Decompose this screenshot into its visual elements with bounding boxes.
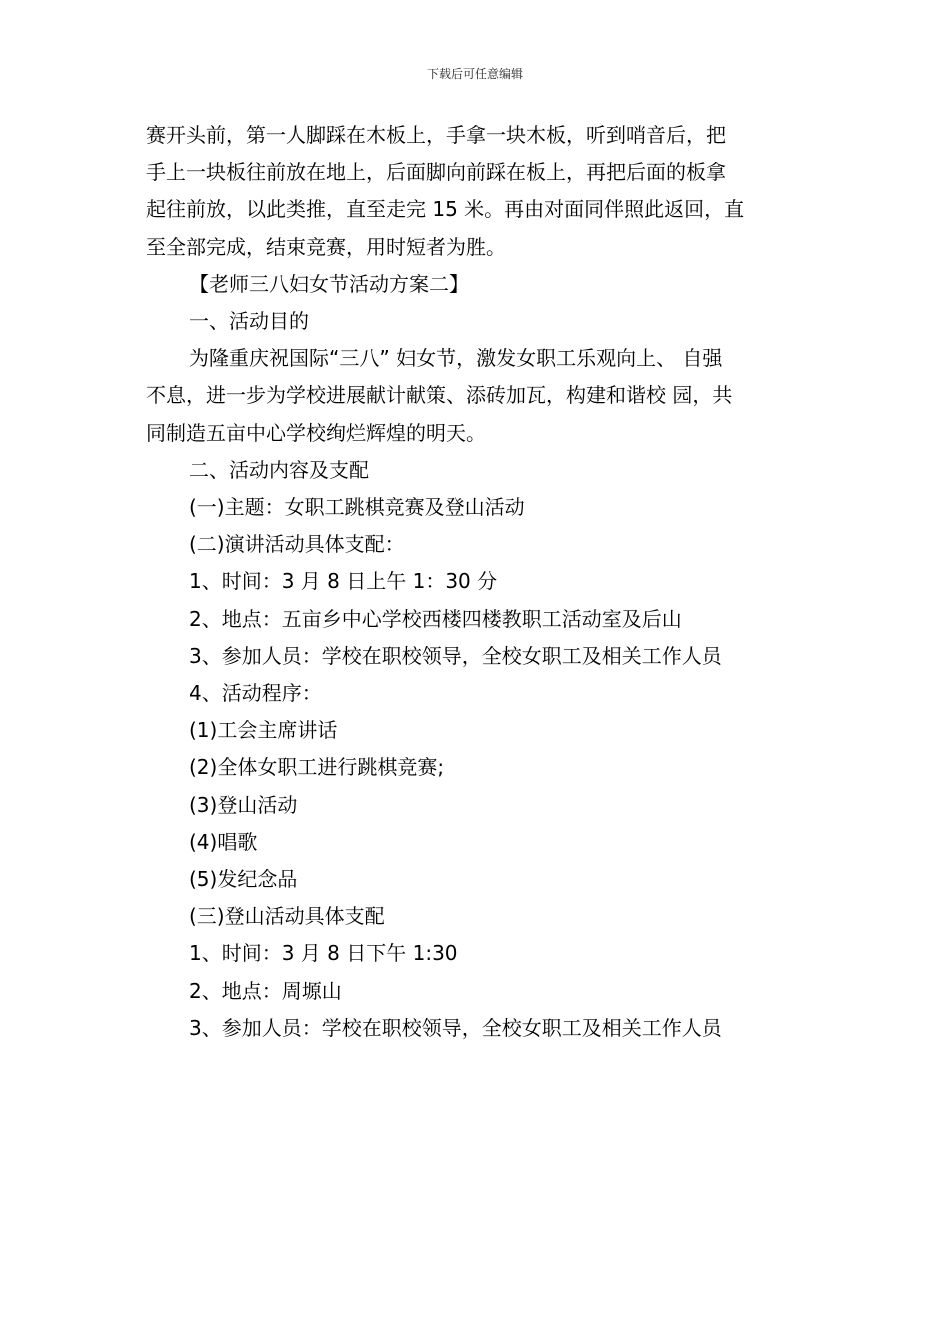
list-item: (三)登山活动具体支配: [189, 904, 385, 929]
list-item: (4)唱歌: [189, 829, 258, 854]
heading-purpose: 一、活动目的: [189, 309, 309, 334]
body-line: 不息，进一步为学校进展献计献策、添砖加瓦，构建和谐校 园，共: [146, 383, 733, 408]
list-item: 2、地点：五亩乡中心学校西楼四楼教职工活动室及后山: [189, 606, 682, 631]
body-line: 同制造五亩中心学校绚烂辉煌的明天。: [146, 420, 486, 445]
list-item: 1、时间：3 月 8 日上午 1：30 分: [189, 569, 498, 594]
list-item: (1)工会主席讲话: [189, 718, 338, 743]
body-line: 为隆重庆祝国际“三八” 妇女节，激发女职工乐观向上、 自强: [189, 346, 723, 371]
section-title: 【老师三八妇女节活动方案二】: [189, 271, 469, 296]
list-item: 3、参加人员：学校在职校领导，全校女职工及相关工作人员: [189, 1015, 722, 1040]
body-line: 起往前放，以此类推，直至走完 15 米。再由对面同伴照此返回，直: [146, 197, 745, 222]
list-item: 2、地点：周塬山: [189, 978, 342, 1003]
list-item: 3、参加人员：学校在职校领导，全校女职工及相关工作人员: [189, 643, 722, 668]
document-body: [146, 117, 810, 1047]
list-item: (3)登山活动: [189, 792, 298, 817]
list-item: 1、时间：3 月 8 日下午 1:30: [189, 941, 458, 966]
list-item: (5)发纪念品: [189, 867, 298, 892]
list-item: (2)全体女职工进行跳棋竞赛;: [189, 755, 445, 780]
body-line: 赛开头前，第一人脚踩在木板上，手拿一块木板，听到哨音后，把: [146, 123, 726, 147]
list-item: (二)演讲活动具体支配：: [189, 532, 405, 557]
body-line: 手上一块板往前放在地上，后面脚向前踩在板上，再把后面的板拿: [146, 160, 726, 185]
list-item: (一)主题：女职工跳棋竞赛及登山活动: [189, 495, 525, 520]
page-header-note: 下载后可任意编辑: [426, 67, 523, 81]
heading-content: 二、活动内容及支配: [189, 457, 369, 482]
list-item: 4、活动程序：: [189, 681, 322, 706]
body-line: 至全部完成，结束竞赛，用时短者为胜。: [146, 234, 506, 259]
